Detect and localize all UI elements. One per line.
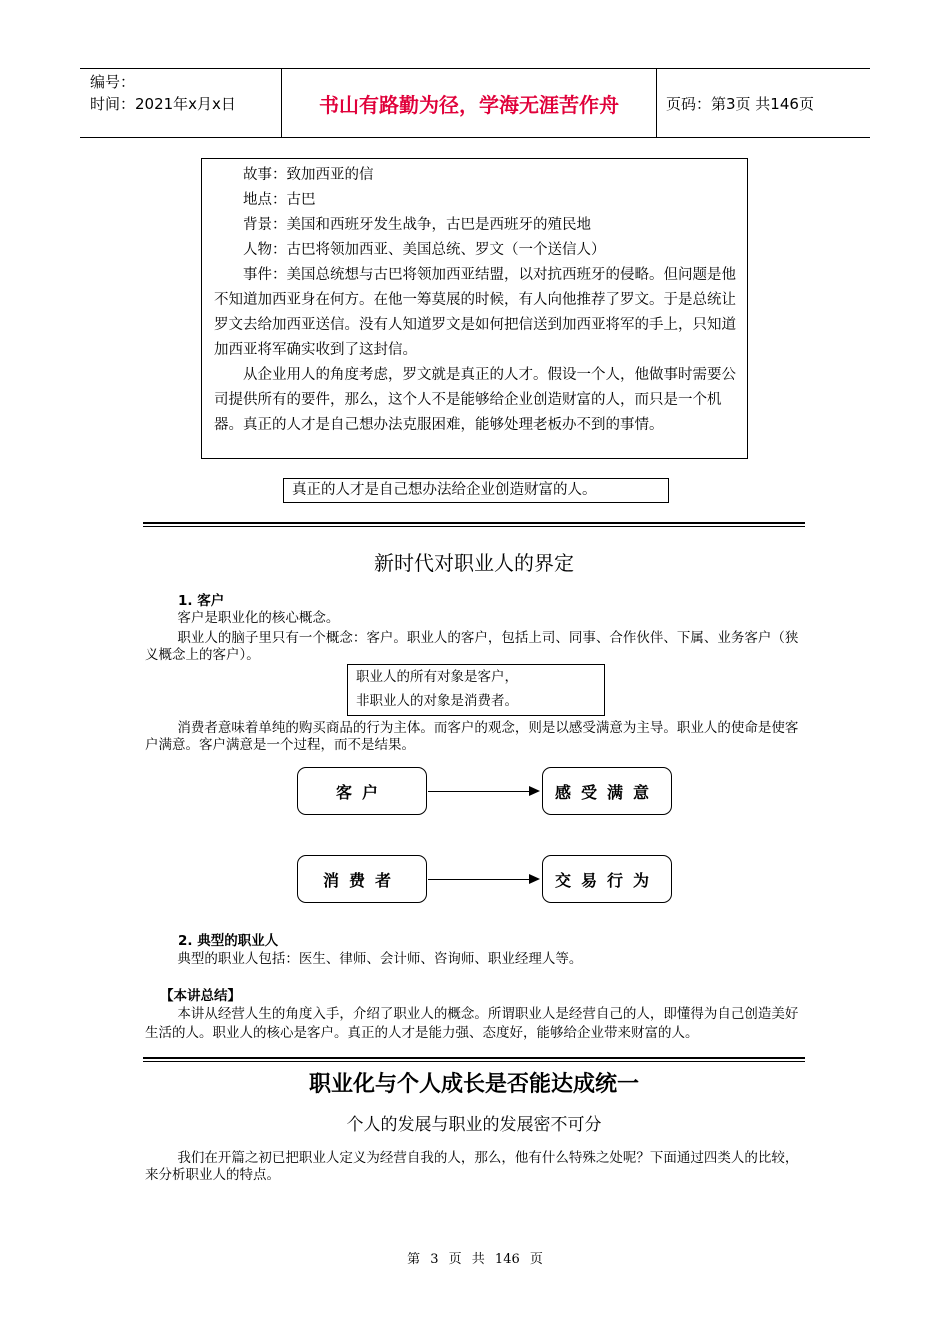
paragraph: [145, 1150, 805, 1184]
node-satisfaction: 感受满意: [542, 767, 672, 815]
paragraph-text: 我们在开篇之初已把职业人定义为经营自我的人，那么，他有什么特殊之处呢？下面通过四类人的比较，来分析职业人的特点。: [145, 1150, 799, 1183]
paragraph-text: 消费者意味着单纯的购买商品的行为主体。而客户的观念，则是以感受满意为主导。职业人的使命是使客户满意。客户满意是一个过程，而不是结果。: [145, 720, 799, 753]
quote-box: [347, 664, 605, 716]
story-line: 背景：美国和西班牙发生战争，古巴是西班牙的殖民地: [243, 217, 591, 233]
story-box: [201, 158, 748, 459]
summary: [145, 1005, 805, 1043]
summary-text: 本讲从经营人生的角度入手，介绍了职业人的概念。所谓职业人是经营自己的人，即懂得为自己创造美好生活的人。职业人的核心是客户。真正的人才是能力强、态度好，能够给企业带来财富的人。: [145, 1006, 799, 1041]
section-subtitle: 个人的发展与职业的发展密不可分: [346, 1115, 602, 1135]
story-line: 人物：古巴将领加西亚、美国总统、罗文（一个送信人）: [243, 242, 606, 258]
paragraph-text: 客户是职业化的核心概念。: [177, 610, 340, 626]
quote-line: 职业人的所有对象是客户，: [356, 669, 518, 685]
section-title: 新时代对职业人的界定: [374, 551, 574, 575]
header-number: 编号：: [90, 73, 136, 91]
paragraph: [145, 630, 805, 664]
quote-line: 非职业人的对象是消费者。: [356, 693, 518, 709]
node-consumer: 消费者: [297, 855, 427, 903]
arrow-right-icon: [428, 791, 538, 792]
section-title: 职业化与个人成长是否能达成统一: [308, 1072, 639, 1097]
subheading-customer: 1. 客户: [178, 593, 225, 609]
node-customer: 客户: [297, 767, 427, 815]
paragraph-text: 职业人的脑子里只有一个概念：客户。职业人的客户，包括上司、同事、合作伙伴、下属、业务客户（狭义概念上的客户）。: [145, 630, 799, 663]
subheading-typical: 2. 典型的职业人: [178, 933, 279, 949]
header-date: 时间：2021年x月x日: [90, 95, 236, 113]
arrow-right-icon: [428, 879, 538, 880]
node-transaction: 交易行为: [542, 855, 672, 903]
story-line: 从企业用人的角度考虑，罗文就是真正的人才。假设一个人，他做事时需要公司提供所有的要件，那么，这个人不是能够给企业创造财富的人，而只是一个机器。真正的人才是自己想办法克服困难，能够处理老板办不到的事情。: [214, 367, 736, 433]
story-line: 故事：致加西亚的信: [243, 167, 374, 183]
page-footer: 第 3 页 共 146 页: [407, 1252, 543, 1267]
paragraph: [145, 720, 805, 754]
flow-diagram: [297, 765, 677, 910]
story-line: 地点：古巴: [243, 192, 316, 208]
divider: [143, 522, 805, 527]
page-header: [80, 68, 870, 138]
paragraph: [145, 610, 805, 627]
paragraph-text: 典型的职业人包括：医生、律师、会计师、咨询师、职业经理人等。: [177, 951, 583, 967]
story-line: 事件：美国总统想与古巴将领加西亚结盟，以对抗西班牙的侵略。但问题是他不知道加西亚身在何方。在他一筹莫展的时候，有人向他推荐了罗文。于是总统让罗文去给加西亚送信。没有人知道罗文是如何把信送到加西亚将军的手上，只知道加西亚将军确实收到了这封信。: [214, 267, 736, 358]
summary-title: 【本讲总结】: [160, 988, 241, 1004]
divider: [143, 1057, 805, 1062]
header-motto: 书山有路勤为径，学海无涯苦作舟: [281, 69, 657, 137]
header-meta: [80, 69, 280, 137]
conclusion-box: 真正的人才是自己想办法给企业创造财富的人。: [283, 478, 669, 503]
header-page-number: 页码：第3页 共146页: [666, 94, 814, 113]
paragraph: [145, 951, 805, 968]
